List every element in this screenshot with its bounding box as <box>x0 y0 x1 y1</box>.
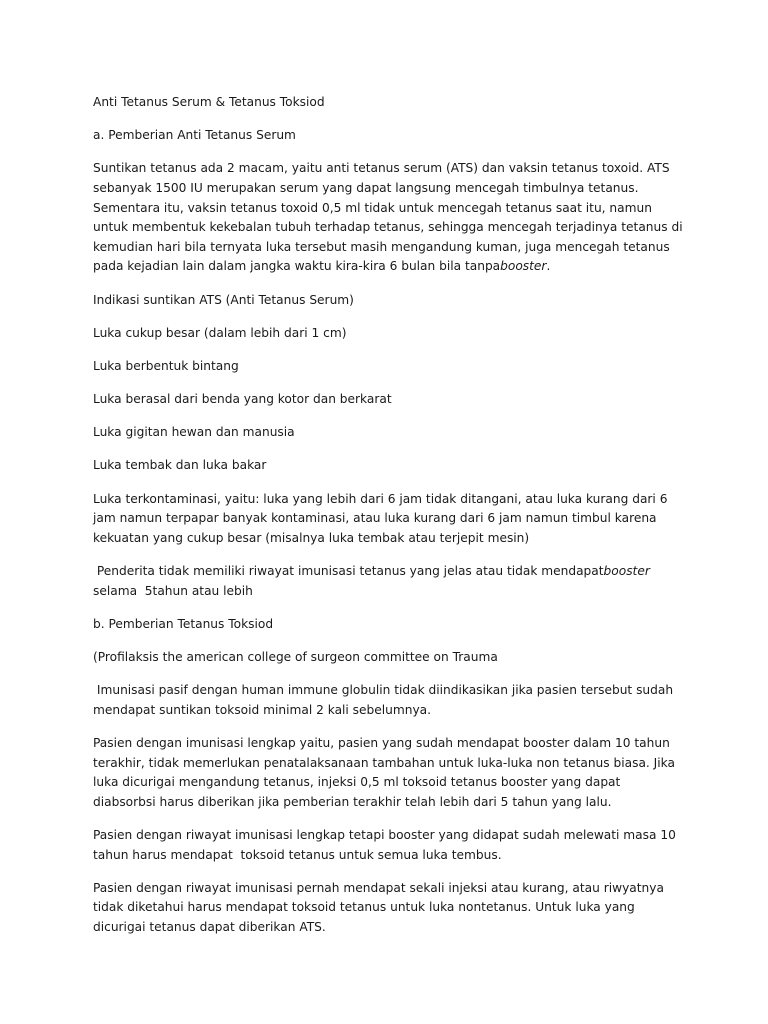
indication-text-end: selama 5tahun atau lebih <box>93 564 654 598</box>
indication-italic-term: booster <box>603 564 650 579</box>
indications-heading: Indikasi suntikan ATS (Anti Tetanus Serum) <box>93 292 354 307</box>
intro-text-end: . <box>546 259 551 274</box>
indication-item: Luka berbentuk bintang <box>93 358 239 373</box>
indication-item: Luka gigitan hewan dan manusia <box>93 425 295 440</box>
indication-item: Luka terkontaminasi, yaitu: luka yang lebih dari 6 jam tidak ditangani, atau luka kurang dari 6 jam namun terpapar banyak kontaminasi, atau luka kurang dari 6 jam namun timbul karena kekuatan yang cukup besar (misalnya luka tembak atau terjepit mesin) <box>93 491 668 545</box>
section-b-paragraph: Imunisasi pasif dengan human immune globulin tidak diindikasikan jika pasien tersebut sudah mendapat suntikan toksoid minimal 2 kali sebelumnya. <box>93 683 677 717</box>
intro-italic-term: booster <box>500 259 547 274</box>
section-b-source: (Profilaksis the american college of surgeon committee on Trauma <box>93 650 498 664</box>
section-b-paragraph: Pasien dengan riwayat imunisasi pernah mendapat sekali injeksi atau kurang, atau riwyatnya tidak diketahui harus mendapat toksoid tetanus untuk luka nontetanus. Untuk luka yang dicurigai tetanus dapat diberikan ATS. <box>93 880 664 934</box>
section-b-paragraph: Pasien dengan imunisasi lengkap yaitu, pasien yang sudah mendapat booster dalam 10 tahun terakhir, tidak memerlukan penatalaksanaan tambahan untuk luka-luka non tetanus biasa. Jika luka dicurigai mengandung tetanus, injeksi 0,5 ml toksoid tetanus booster yang dapat diabsorbsi harus diberikan jika pemberian terakhir telah lebih dari 5 tahun yang lalu. <box>93 735 675 809</box>
document-title: Anti Tetanus Serum & Tetanus Toksiod <box>93 95 325 109</box>
indication-item: Luka cukup besar (dalam lebih dari 1 cm) <box>93 325 347 340</box>
section-a-heading: a. Pemberian Anti Tetanus Serum <box>93 128 296 143</box>
document-body <box>93 93 683 951</box>
indication-item-last <box>93 562 683 601</box>
section-a-intro-paragraph <box>93 159 683 277</box>
intro-text: Suntikan tetanus ada 2 macam, yaitu anti tetanus serum (ATS) dan vaksin tetanus toxoid. ATS sebanyak 1500 IU merupakan serum yang dapat langsung mencegah timbulnya tetanus. Sementara itu, vaksin tetanus toxoid 0,5 ml tidak untuk mencegah tetanus saat itu, namun untuk membentuk kekebalan tubuh terhadap tetanus, sehingga mencegah terjadinya tetanus di kemudian hari bila ternyata luka tersebut masih mengandung kuman, juga mencegah tetanus pada kejadian lain dalam jangka waktu kira-kira 6 bulan bila tanpa <box>93 161 683 274</box>
section-b-paragraph: Pasien dengan riwayat imunisasi lengkap tetapi booster yang didapat sudah melewati masa 10 tahun harus mendapat toksoid tetanus untuk semua luka tembus. <box>93 827 680 862</box>
indication-item: Luka tembak dan luka bakar <box>93 458 267 473</box>
indication-item: Luka berasal dari benda yang kotor dan berkarat <box>93 392 392 407</box>
section-b-heading: b. Pemberian Tetanus Toksiod <box>93 616 274 631</box>
indication-text: Penderita tidak memiliki riwayat imunisasi tetanus yang jelas atau tidak mendapat <box>93 564 604 579</box>
